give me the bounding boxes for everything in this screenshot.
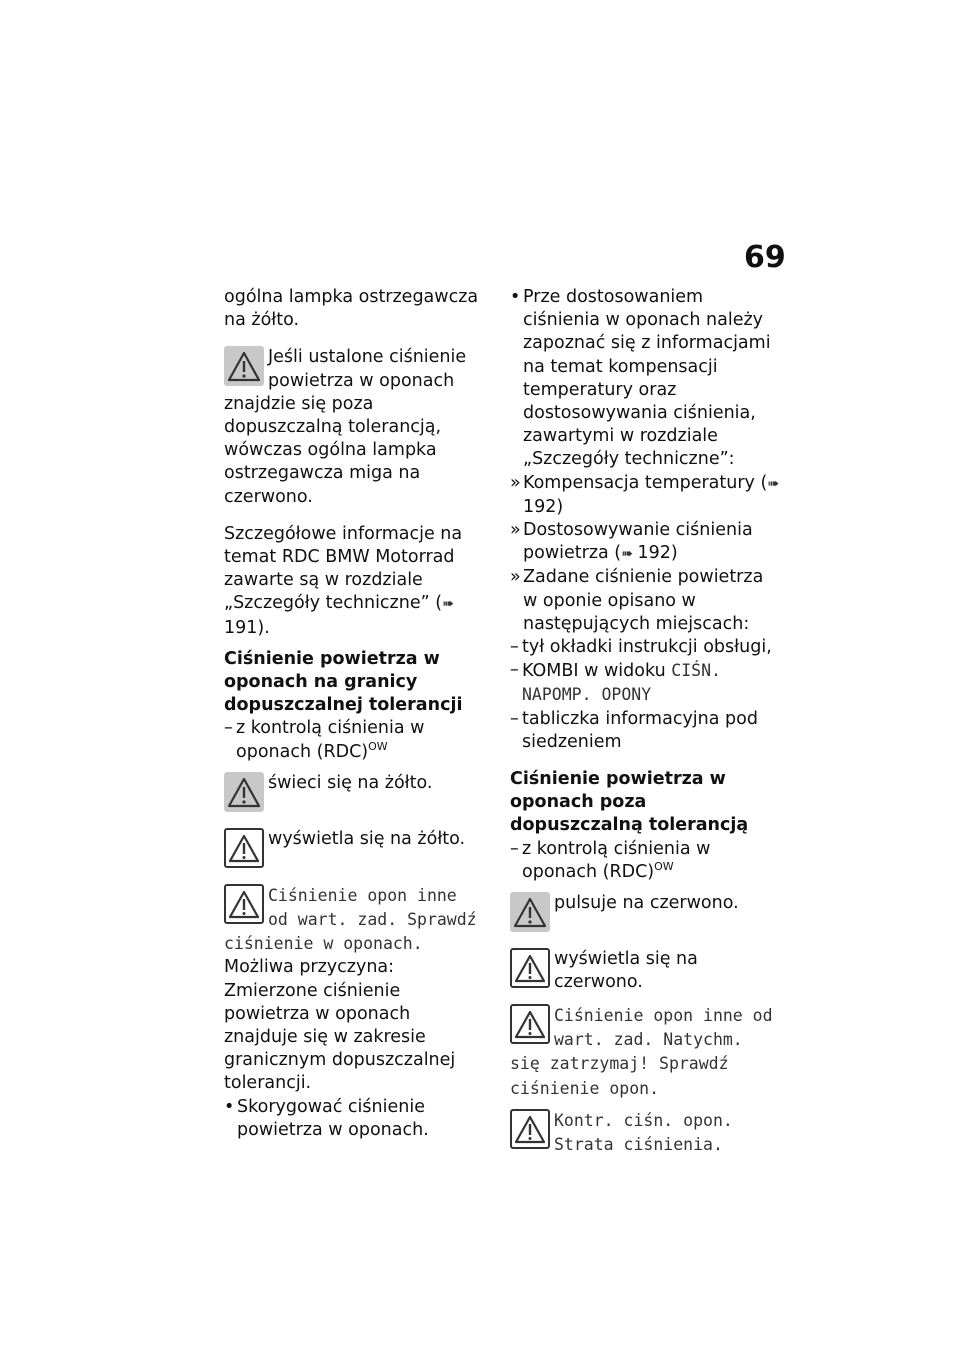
display-message-row bbox=[224, 884, 486, 957]
page-number: 69 bbox=[744, 240, 786, 275]
display-yellow-row bbox=[224, 828, 486, 876]
sub-item-temperature: » Kompensacja temperatury (➠ 192) bbox=[510, 472, 779, 517]
display-message-text: Kontr. ciśn. opon. Strata ciśnienia. bbox=[554, 1110, 733, 1155]
page-ref-arrow-icon: ➠ bbox=[621, 546, 632, 563]
display-warning-icon bbox=[510, 948, 550, 988]
intro-text: ogólna lampka ostrzegawcza na żółto. bbox=[224, 287, 479, 331]
display-warning-icon bbox=[224, 884, 264, 924]
display-message-row-1 bbox=[510, 1004, 782, 1101]
right-column bbox=[510, 286, 782, 1157]
display-message-text: Ciśnienie opon inne od wart. zad. Sprawdź ciśnienie w oponach. bbox=[224, 885, 477, 954]
lamp-yellow-text: świeci się na żółto. bbox=[268, 772, 433, 793]
cause-label: Możliwa przyczyna: bbox=[224, 957, 395, 978]
display-message-text: Ciśnienie opon inne od wart. zad. Natychm. się zatrzymaj! Sprawdź ciśnienie opon. bbox=[510, 1006, 773, 1098]
place-item-1: – tył okładki instrukcji obsługi, bbox=[510, 637, 772, 658]
sub-item-adjust: » Dostosowywanie ciśnienia powietrza (➠ 192) bbox=[510, 520, 753, 564]
warning-note bbox=[224, 346, 486, 508]
page-ref-arrow-icon: ➠ bbox=[767, 475, 779, 492]
warning-light-icon bbox=[224, 772, 264, 812]
condition-item: – z kontrolą ciśnienia w oponach (RDC)$^{OW}$ bbox=[224, 718, 425, 762]
cause-text: Zmierzone ciśnienie powietrza w oponach znajduje się w zakresie granicznym dopuszczalnej tolerancji. bbox=[224, 980, 456, 1094]
section-heading-limit: Ciśnienie powietrza w oponach na granicy dopuszczalnej tolerancji bbox=[224, 648, 463, 716]
warning-text: Jeśli ustalone ciśnienie powietrza w oponach znajdzie się poza dopuszczalną tolerancją, wówczas ogólna lampka ostrzegawcza miga na czerwono. bbox=[224, 347, 467, 507]
display-red-text: wyświetla się na czerwono. bbox=[554, 949, 698, 993]
page-ref-arrow-icon: ➠ bbox=[442, 596, 453, 613]
display-warning-icon bbox=[510, 1004, 550, 1044]
display-warning-icon bbox=[224, 828, 264, 868]
left-column bbox=[224, 286, 486, 1142]
condition-item: – z kontrolą ciśnienia w oponach (RDC)$^{OW}$ bbox=[510, 838, 711, 882]
action-item: • Skorygować ciśnienie powietrza w oponach. bbox=[224, 1096, 429, 1140]
details-text: Szczegółowe informacje na temat RDC BMW Motorrad zawarte są w rozdziale „Szczegóły techniczne” (➠ 191). bbox=[224, 523, 463, 638]
warning-triangle-icon bbox=[224, 346, 264, 386]
display-yellow-text: wyświetla się na żółto. bbox=[268, 828, 466, 849]
bullet-item: • Prze dostosowaniem ciśnienia w oponach należy zapoznać się z informacjami na temat kompensacji temperatury oraz dostosowywania ciśnienia, zawartymi w rozdziale „Szczegóły techniczne”: bbox=[510, 287, 771, 470]
display-warning-icon bbox=[510, 1109, 550, 1149]
warning-light-icon bbox=[510, 892, 550, 932]
sub-item-target: » Zadane ciśnienie powietrza w oponie opisano w następujących miejscach: bbox=[510, 567, 764, 634]
lamp-yellow-row bbox=[224, 772, 486, 820]
section-heading-outside: Ciśnienie powietrza w oponach poza dopuszczalną tolerancją bbox=[510, 769, 749, 836]
lamp-red-row bbox=[510, 892, 782, 940]
display-red-row bbox=[510, 948, 782, 996]
place-item-2: – KOMBI w widoku CIŚN. NAPOMP. OPONY bbox=[510, 660, 721, 705]
display-message-row-2 bbox=[510, 1109, 782, 1157]
place-item-3: – tabliczka informacyjna pod siedzeniem bbox=[510, 708, 758, 752]
lamp-red-text: pulsuje na czerwono. bbox=[554, 893, 739, 914]
